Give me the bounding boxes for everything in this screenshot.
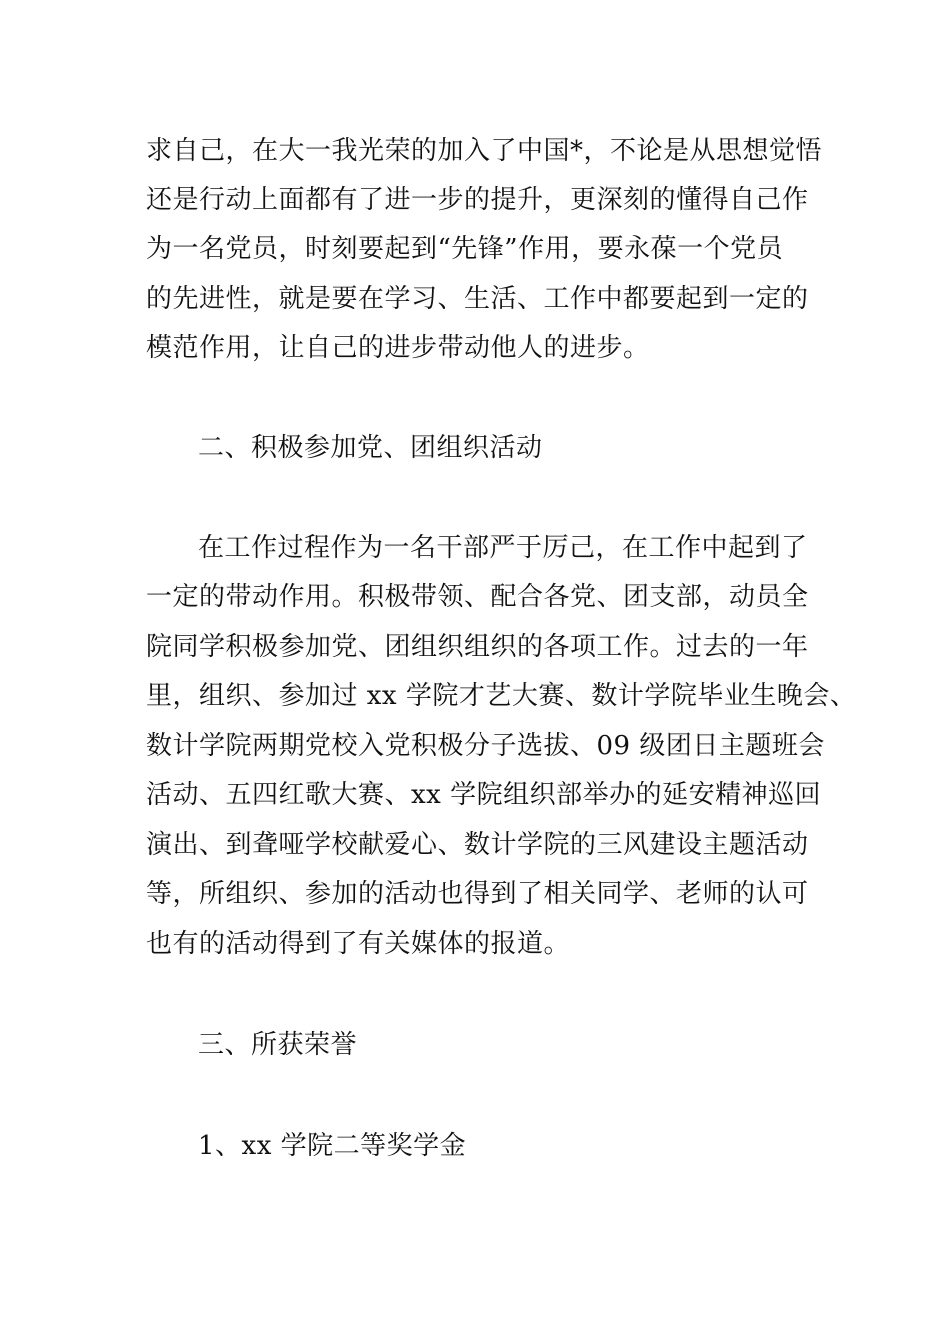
section-heading-activities: 二、积极参加党、团组织活动 [198,433,543,463]
honor-item: 1、xx 学院二等奖学金 [198,1131,467,1161]
text-line: 演出、到聋哑学校献爱心、数计学院的三风建设主题活动 [146,830,809,860]
text-line: 为一名党员，时刻要起到“先锋”作用，要永葆一个党员 [146,234,784,264]
text-line: 在工作过程作为一名干部严于厉己，在工作中起到了 [198,533,808,563]
text-line: 的先进性，就是要在学习、生活、工作中都要起到一定的 [146,284,809,314]
text-line: 模范作用，让自己的进步带动他人的进步。 [146,333,650,363]
text-line: 等，所组织、参加的活动也得到了相关同学、老师的认可 [146,879,809,909]
text-line: 数计学院两期党校入党积极分子选拔、09 级团日主题班会 [146,731,825,761]
section-heading-honors: 三、所获荣誉 [198,1030,358,1060]
text-line: 里，组织、参加过 xx 学院才艺大赛、数计学院毕业生晚会、 [146,681,857,711]
text-line: 还是行动上面都有了进一步的提升，更深刻的懂得自己作 [146,185,809,215]
text-line: 活动、五四红歌大赛、xx 学院组织部举办的延安精神巡回 [146,780,822,810]
text-line: 院同学积极参加党、团组织组织的各项工作。过去的一年 [146,632,809,662]
text-line: 也有的活动得到了有关媒体的报道。 [146,929,571,959]
text-line: 一定的带动作用。积极带领、配合各党、团支部，动员全 [146,582,809,612]
text-line: 求自己，在大一我光荣的加入了中国*，不论是从思想觉悟 [146,136,823,166]
